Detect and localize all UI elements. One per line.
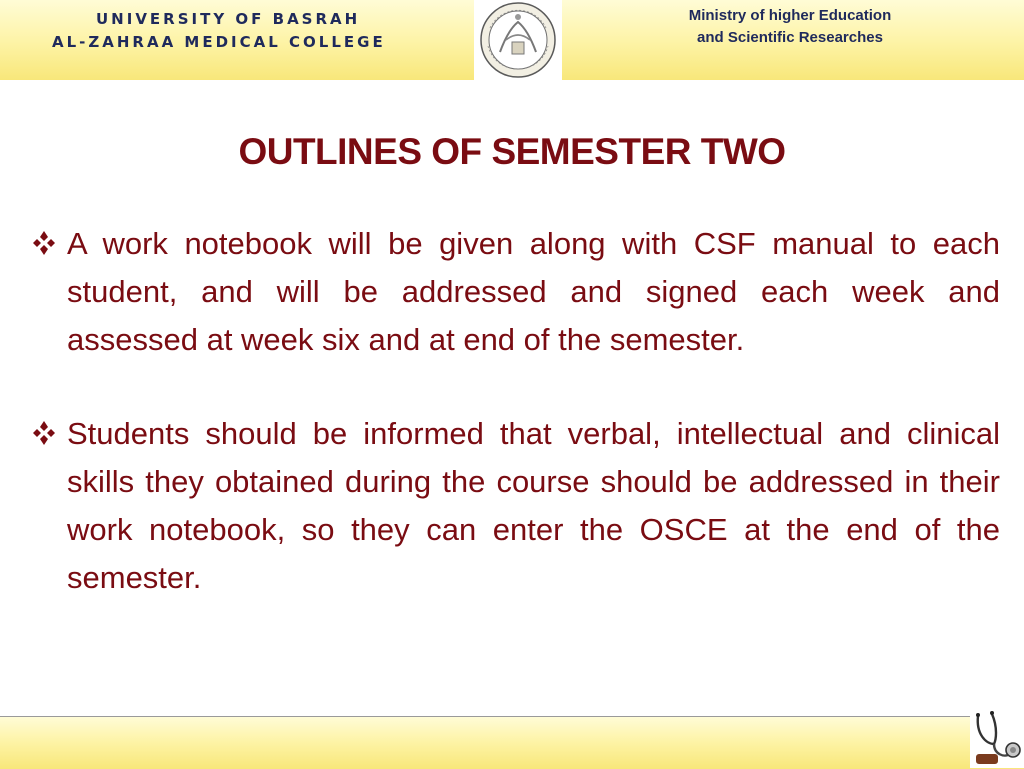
footer-band — [0, 716, 1024, 769]
header-band — [0, 0, 1024, 80]
ministry-line-2: and Scientific Researches — [697, 29, 883, 46]
bullet-list — [28, 220, 1000, 602]
university-line-2: AL-ZAHRAA MEDICAL COLLEGE — [52, 33, 386, 51]
college-seal-icon — [474, 0, 562, 80]
stethoscope-icon — [970, 710, 1024, 768]
bullet-text: A work notebook will be given along with CSF manual to each student, and will be addressed and signed each week and assessed at week six and at end of the semester. — [67, 226, 1000, 357]
diamond-bullet-icon — [28, 231, 60, 255]
ministry-line-1: Ministry of higher Education — [688, 7, 892, 24]
university-name — [52, 8, 472, 54]
slide-title: OUTLINES OF SEMESTER TWO — [238, 131, 786, 172]
bullet-text: Students should be informed that verbal, intellectual and clinical skills they obtained during the course should be addressed in their work notebook, so they can enter the OSCE at the end of the semester. — [67, 416, 1000, 595]
diamond-bullet-icon — [28, 421, 60, 445]
bullet-item — [28, 220, 1000, 364]
ministry-name — [620, 5, 960, 49]
bullet-item — [28, 410, 1000, 602]
university-line-1: UNIVERSITY OF BASRAH — [96, 10, 361, 28]
